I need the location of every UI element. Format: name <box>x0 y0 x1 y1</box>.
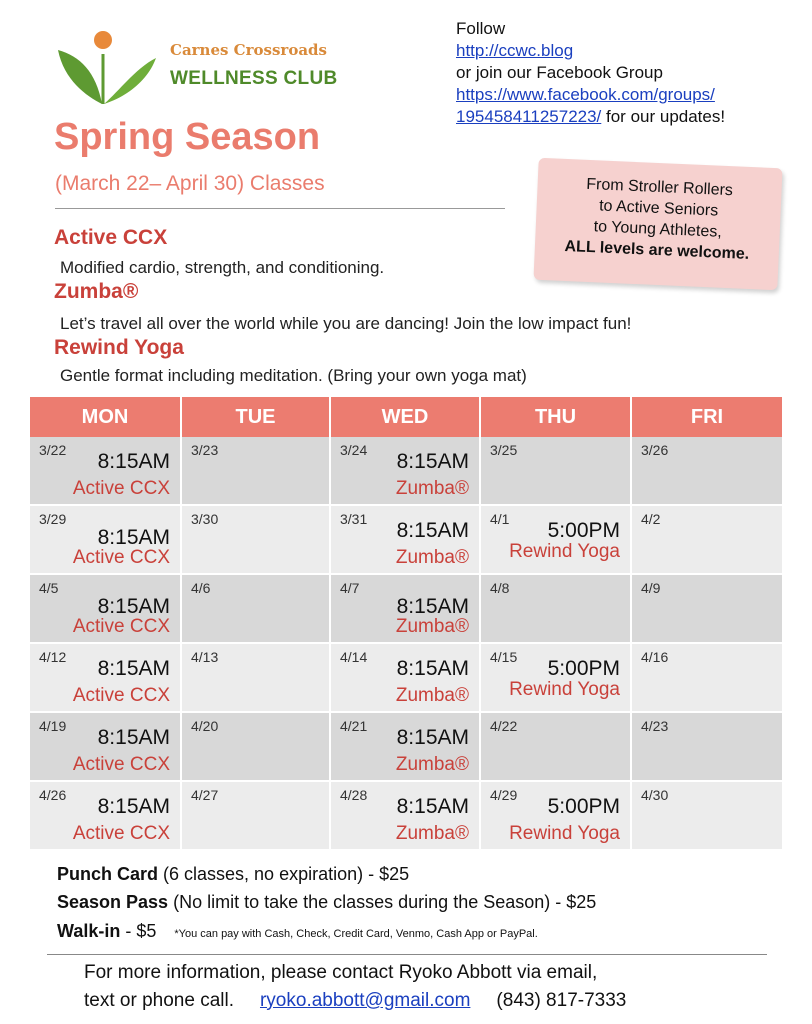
cell-class: Rewind Yoga <box>509 823 620 844</box>
schedule-cell <box>331 437 481 506</box>
schedule-cell <box>632 437 784 506</box>
page-subtitle: (March 22– April 30) Classes <box>55 172 325 195</box>
schedule-cell <box>182 506 331 575</box>
cell-time: 5:00PM <box>547 519 620 542</box>
cell-class: Active CCX <box>72 685 170 706</box>
header-mon: MON <box>30 397 182 437</box>
cell-time: 8:15AM <box>396 795 469 818</box>
callout-line2: to Active Seniors <box>598 197 719 220</box>
cell-date: 4/15 <box>490 649 518 665</box>
welcome-callout <box>533 158 782 291</box>
schedule-row <box>30 713 784 782</box>
page-title: Spring Season <box>54 116 321 158</box>
schedule-cell <box>30 575 182 644</box>
facebook-group-text: or join our Facebook Group <box>456 63 663 82</box>
schedule-cell <box>481 713 632 782</box>
title-divider <box>55 208 505 209</box>
cell-time: 8:15AM <box>97 795 170 818</box>
punch-card-label: Punch Card <box>57 864 159 884</box>
cell-date: 4/21 <box>340 718 368 734</box>
season-pass-price <box>57 892 596 913</box>
schedule-cell <box>331 506 481 575</box>
header-tue: TUE <box>182 397 331 437</box>
cell-class: Active CCX <box>72 754 170 775</box>
payment-note: *You can pay with Cash, Check, Credit Card, Venmo, Cash App or PayPal. <box>174 928 538 940</box>
cell-date: 4/30 <box>641 787 669 803</box>
cell-date: 4/20 <box>191 718 219 734</box>
season-pass-details: (No limit to take the classes during the Season) - $25 <box>168 892 597 912</box>
schedule-header-row <box>30 397 784 437</box>
cell-class: Zumba® <box>395 823 469 844</box>
phone-number: (843) 817-7333 <box>496 990 627 1011</box>
cell-time: 8:15AM <box>97 726 170 749</box>
contact-line2 <box>84 990 626 1012</box>
cell-date: 3/25 <box>490 442 518 458</box>
class-name-active-ccx: Active CCX <box>54 226 168 249</box>
updates-text: for our updates! <box>601 107 726 126</box>
schedule-cell <box>481 644 632 713</box>
class-desc-zumba: Let’s travel all over the world while you are dancing! Join the low impact fun! <box>60 314 632 333</box>
cell-date: 4/19 <box>39 718 67 734</box>
schedule-cell <box>30 506 182 575</box>
schedule-cell <box>632 575 784 644</box>
schedule-cell <box>182 782 331 851</box>
follow-block <box>456 18 806 128</box>
cell-date: 3/22 <box>39 442 67 458</box>
cell-date: 4/27 <box>191 787 219 803</box>
class-desc-rewind-yoga: Gentle format including meditation. (Bring your own yoga mat) <box>60 366 527 385</box>
cell-class: Rewind Yoga <box>509 679 620 700</box>
cell-date: 4/23 <box>641 718 669 734</box>
cell-class: Active CCX <box>72 547 170 568</box>
cell-class: Zumba® <box>395 616 469 637</box>
schedule-cell <box>182 644 331 713</box>
schedule-row <box>30 575 784 644</box>
cell-date: 4/14 <box>340 649 368 665</box>
schedule-cell <box>331 782 481 851</box>
schedule-cell <box>481 575 632 644</box>
cell-date: 3/26 <box>641 442 669 458</box>
cell-time: 8:15AM <box>97 526 170 549</box>
header-fri: FRI <box>632 397 784 437</box>
schedule-cell <box>30 782 182 851</box>
schedule-row <box>30 437 784 506</box>
cell-date: 4/29 <box>490 787 518 803</box>
cell-class: Rewind Yoga <box>509 541 620 562</box>
cell-date: 4/9 <box>641 580 661 596</box>
schedule-cell <box>632 782 784 851</box>
cell-date: 4/6 <box>191 580 211 596</box>
schedule-cell <box>632 506 784 575</box>
cell-class: Zumba® <box>395 478 469 499</box>
cell-time: 8:15AM <box>396 595 469 618</box>
cell-date: 4/1 <box>490 511 510 527</box>
cell-date: 3/24 <box>340 442 368 458</box>
cell-time: 8:15AM <box>396 726 469 749</box>
schedule-cell <box>481 437 632 506</box>
class-name-zumba: Zumba® <box>54 280 139 303</box>
schedule-cell <box>481 782 632 851</box>
season-pass-label: Season Pass <box>57 892 169 912</box>
cell-time: 5:00PM <box>547 795 620 818</box>
class-name-rewind-yoga: Rewind Yoga <box>54 336 184 359</box>
schedule-row <box>30 782 784 851</box>
schedule-cell <box>331 713 481 782</box>
schedule-cell <box>331 644 481 713</box>
schedule-row <box>30 644 784 713</box>
cell-class: Zumba® <box>395 685 469 706</box>
club-logo-icon <box>56 30 158 106</box>
cell-date: 3/23 <box>191 442 219 458</box>
cell-time: 8:15AM <box>97 595 170 618</box>
schedule-row <box>30 506 784 575</box>
footer-divider <box>47 954 767 955</box>
schedule-table <box>30 397 784 851</box>
schedule-cell <box>30 437 182 506</box>
schedule-cell <box>632 644 784 713</box>
facebook-link-part2[interactable]: 195458411257223/ <box>456 107 602 126</box>
contact-line1: For more information, please contact Ryoko Abbott via email, <box>84 962 598 983</box>
schedule-cell <box>481 506 632 575</box>
schedule-cell <box>182 713 331 782</box>
cell-date: 4/26 <box>39 787 67 803</box>
punch-card-details: (6 classes, no expiration) - $25 <box>158 864 410 884</box>
schedule-cell <box>632 713 784 782</box>
cell-time: 8:15AM <box>396 657 469 680</box>
cell-class: Zumba® <box>395 754 469 775</box>
cell-date: 3/29 <box>39 511 67 527</box>
cell-date: 4/13 <box>191 649 219 665</box>
facebook-link-part1[interactable]: https://www.facebook.com/groups/ <box>456 85 715 104</box>
cell-date: 3/30 <box>191 511 219 527</box>
cell-class: Active CCX <box>72 616 170 637</box>
punch-card-price <box>57 864 409 885</box>
cell-class: Zumba® <box>395 547 469 568</box>
cell-date: 4/22 <box>490 718 518 734</box>
cell-class: Active CCX <box>72 823 170 844</box>
cell-date: 4/12 <box>39 649 67 665</box>
cell-class: Active CCX <box>72 478 170 499</box>
cell-date: 4/28 <box>340 787 368 803</box>
blog-link[interactable]: http://ccwc.blog <box>456 41 574 60</box>
cell-date: 4/8 <box>490 580 510 596</box>
cell-date: 4/16 <box>641 649 669 665</box>
schedule-cell <box>182 575 331 644</box>
header-thu: THU <box>481 397 632 437</box>
cell-date: 4/5 <box>39 580 59 596</box>
schedule-cell <box>331 575 481 644</box>
cell-date: 4/7 <box>340 580 360 596</box>
header-wed: WED <box>331 397 481 437</box>
cell-time: 8:15AM <box>97 450 170 473</box>
club-name-line2: WELLNESS CLUB <box>170 68 338 89</box>
cell-date: 4/2 <box>641 511 661 527</box>
cell-time: 8:15AM <box>396 450 469 473</box>
club-name-line1: Carnes Crossroads <box>170 41 327 59</box>
contact-prefix: text or phone call. <box>84 990 234 1011</box>
email-link[interactable]: ryoko.abbott@gmail.com <box>259 990 471 1011</box>
schedule-cell <box>30 713 182 782</box>
cell-time: 5:00PM <box>547 657 620 680</box>
callout-line1: From Stroller Rollers <box>585 175 734 200</box>
walk-in-label: Walk-in <box>57 921 121 941</box>
callout-line3: to Young Athletes, <box>593 218 723 241</box>
schedule-cell <box>30 644 182 713</box>
cell-time: 8:15AM <box>97 657 170 680</box>
class-desc-active-ccx: Modified cardio, strength, and conditioning. <box>60 258 385 277</box>
schedule-cell <box>182 437 331 506</box>
cell-time: 8:15AM <box>396 519 469 542</box>
follow-label: Follow <box>456 19 506 38</box>
callout-line4: ALL levels are welcome. <box>564 237 750 263</box>
walk-in-price <box>57 921 538 942</box>
cell-date: 3/31 <box>340 511 368 527</box>
walk-in-details: - $5 <box>120 921 157 941</box>
